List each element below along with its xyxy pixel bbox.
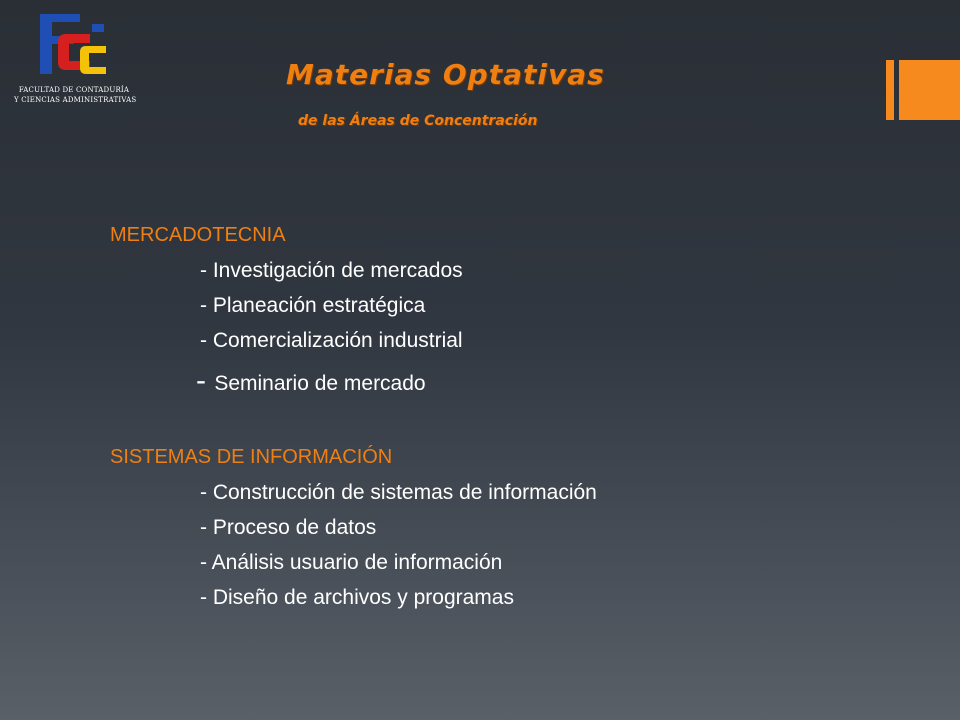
faculty-logo [14,10,137,110]
logo-text-line2: Y CIENCIAS ADMINISTRATIVAS [14,96,137,104]
logo-text-line1: FACULTAD DE CONTADURÍA [18,86,130,94]
list-item: - Análisis usuario de información [200,551,503,574]
list-item: - Construcción de sistemas de información [200,481,597,504]
fcca-logo-icon [36,10,112,82]
section-heading-mercadotecnia: MERCADOTECNIA [110,224,286,246]
list-dash: - [196,364,215,397]
list-item: - Planeación estratégica [200,294,426,317]
list-item-text: Seminario de mercado [214,372,426,395]
list-item: - Comercialización industrial [200,329,463,352]
section-heading-sistemas: SISTEMAS DE INFORMACIÓN [110,446,393,468]
decorative-square [899,60,960,120]
list-item [196,364,426,398]
list-item: - Proceso de datos [200,516,377,539]
list-item: - Investigación de mercados [200,259,463,282]
page-subtitle: de las Áreas de Concentración [298,113,538,129]
list-item: - Diseño de archivos y programas [200,586,514,609]
page-title: Materias Optativas [286,58,605,91]
decorative-bar [886,60,894,120]
